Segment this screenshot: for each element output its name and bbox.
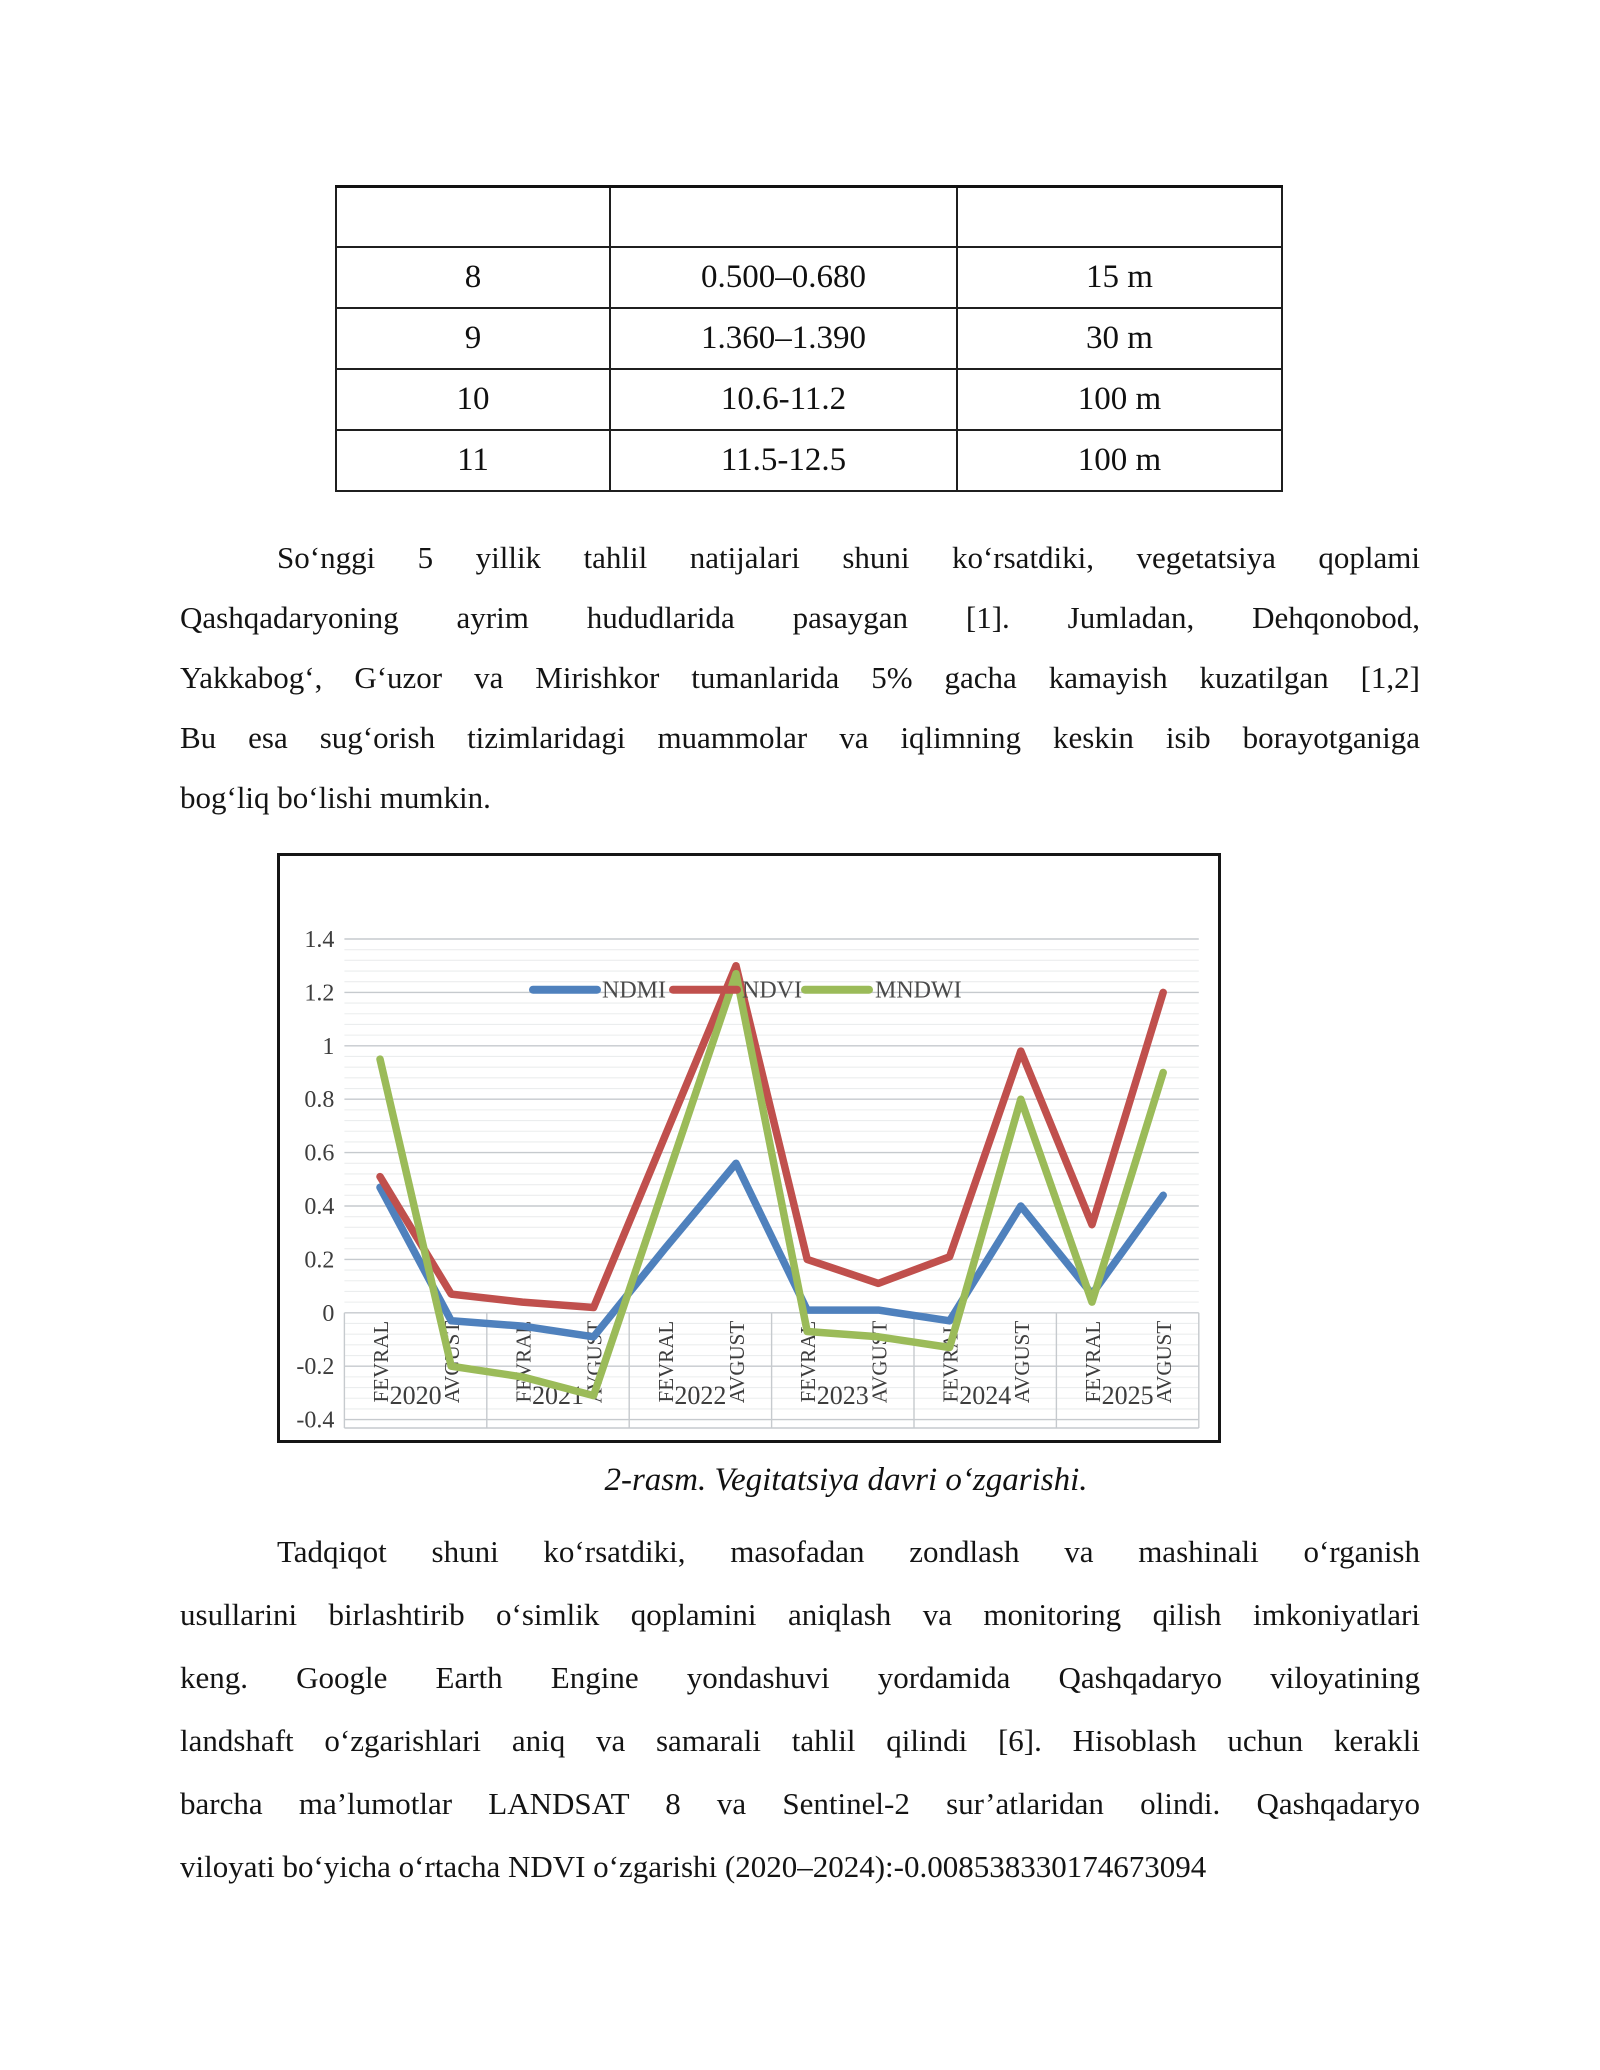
vegetation-line-chart [280, 856, 1218, 1440]
paragraph-line: So‘nggi 5 yillik tahlil natijalari shuni ko‘rsatdiki, vegetatsiya qoplami [277, 540, 1420, 575]
table-header-cell [336, 187, 610, 248]
paragraph-line: viloyati bo‘yicha o‘rtacha NDVI o‘zgarishi (2020–2024):-0.008538330174673094 [180, 1849, 1207, 1884]
svg-text:FEVRAL: FEVRAL [369, 1320, 393, 1403]
paragraph-2 [180, 1520, 1420, 1898]
resolution-cell: 100 m [957, 369, 1282, 430]
svg-text:AVGUST: AVGUST [582, 1320, 607, 1404]
svg-text:2020: 2020 [389, 1381, 442, 1410]
svg-text:AVGUST: AVGUST [440, 1320, 465, 1404]
paragraph-line: usullarini birlashtirib o‘simlik qoplamini aniqlash va monitoring qilish imkoniyatlari [180, 1597, 1420, 1632]
svg-text:0: 0 [322, 1300, 335, 1327]
bands-table [335, 185, 1283, 492]
svg-text:FEVRAL: FEVRAL [653, 1320, 678, 1403]
wavelength-cell: 1.360–1.390 [610, 308, 957, 369]
svg-text:AVGUST: AVGUST [1152, 1320, 1177, 1404]
table-header-cell [957, 187, 1282, 248]
legend-label-ndvi: NDVI [742, 977, 802, 1004]
band-number-cell: 10 [336, 369, 610, 430]
table-row [336, 308, 1282, 369]
paragraph-line: Yakkabog‘, G‘uzor va Mirishkor tumanlarida 5% gacha kamayish kuzatilgan [1,2] [180, 660, 1420, 695]
table-header-cell [610, 187, 957, 248]
paragraph-line: Tadqiqot shuni ko‘rsatdiki, masofadan zondlash va mashinali o‘rganish [277, 1534, 1420, 1569]
band-number-cell: 9 [336, 308, 610, 369]
paragraph-line: Qashqadaryoning ayrim hududlarida pasaygan [1]. Jumladan, Dehqonobod, [180, 600, 1420, 635]
svg-text:AVGUST: AVGUST [867, 1320, 892, 1404]
svg-text:-0.4: -0.4 [296, 1407, 335, 1434]
svg-text:0.8: 0.8 [304, 1087, 335, 1114]
paragraph-line: barcha ma’lumotlar LANDSAT 8 va Sentinel-2 sur’atlaridan olindi. Qashqadaryo [180, 1786, 1420, 1821]
svg-text:2021: 2021 [532, 1381, 584, 1410]
wavelength-cell: 11.5-12.5 [610, 430, 957, 491]
svg-text:FEVRAL: FEVRAL [938, 1320, 963, 1403]
paragraph-line: Bu esa sug‘orish tizimlaridagi muammolar va iqlimning keskin isib borayotganiga [180, 720, 1420, 755]
svg-text:FEVRAL: FEVRAL [796, 1320, 821, 1403]
paragraph-line: keng. Google Earth Engine yondashuvi yordamida Qashqadaryo viloyatining [180, 1660, 1420, 1695]
table-row [336, 369, 1282, 430]
svg-text:-0.2: -0.2 [296, 1354, 335, 1381]
svg-text:2022: 2022 [674, 1381, 727, 1410]
svg-text:2025: 2025 [1101, 1381, 1154, 1410]
resolution-cell: 30 m [957, 308, 1282, 369]
table-row [336, 247, 1282, 308]
paragraph-line: landshaft o‘zgarishlari aniq va samarali tahlil qilindi [6]. Hisoblash uchun kerakli [180, 1723, 1420, 1758]
svg-text:1: 1 [322, 1033, 335, 1060]
svg-text:0.6: 0.6 [304, 1140, 335, 1167]
resolution-cell: 15 m [957, 247, 1282, 308]
table-row [336, 430, 1282, 491]
paragraph-line: bog‘liq bo‘lishi mumkin. [180, 780, 491, 815]
wavelength-cell: 10.6-11.2 [610, 369, 957, 430]
table-header-row [336, 187, 1282, 248]
resolution-cell: 100 m [957, 430, 1282, 491]
wavelength-cell: 0.500–0.680 [610, 247, 957, 308]
legend-label-mndwi: MNDWI [875, 977, 962, 1004]
band-number-cell: 8 [336, 247, 610, 308]
figure-caption: 2-rasm. Vegitatsiya davri o‘zgarishi. [604, 1462, 1088, 1498]
svg-text:1.2: 1.2 [304, 980, 335, 1007]
svg-text:AVGUST: AVGUST [725, 1320, 749, 1404]
svg-text:FEVRAL: FEVRAL [511, 1320, 536, 1403]
figure-2-vegetation-chart [277, 853, 1221, 1443]
svg-text:FEVRAL: FEVRAL [1081, 1320, 1105, 1403]
svg-text:0.2: 0.2 [304, 1247, 335, 1274]
svg-text:2024: 2024 [959, 1381, 1012, 1410]
svg-text:AVGUST: AVGUST [1009, 1320, 1034, 1404]
svg-text:1.4: 1.4 [304, 927, 335, 953]
svg-text:2023: 2023 [816, 1381, 869, 1410]
legend-label-ndmi: NDMI [602, 977, 666, 1004]
band-number-cell: 11 [336, 430, 610, 491]
paragraph-1 [180, 528, 1420, 828]
svg-text:0.4: 0.4 [304, 1194, 335, 1220]
